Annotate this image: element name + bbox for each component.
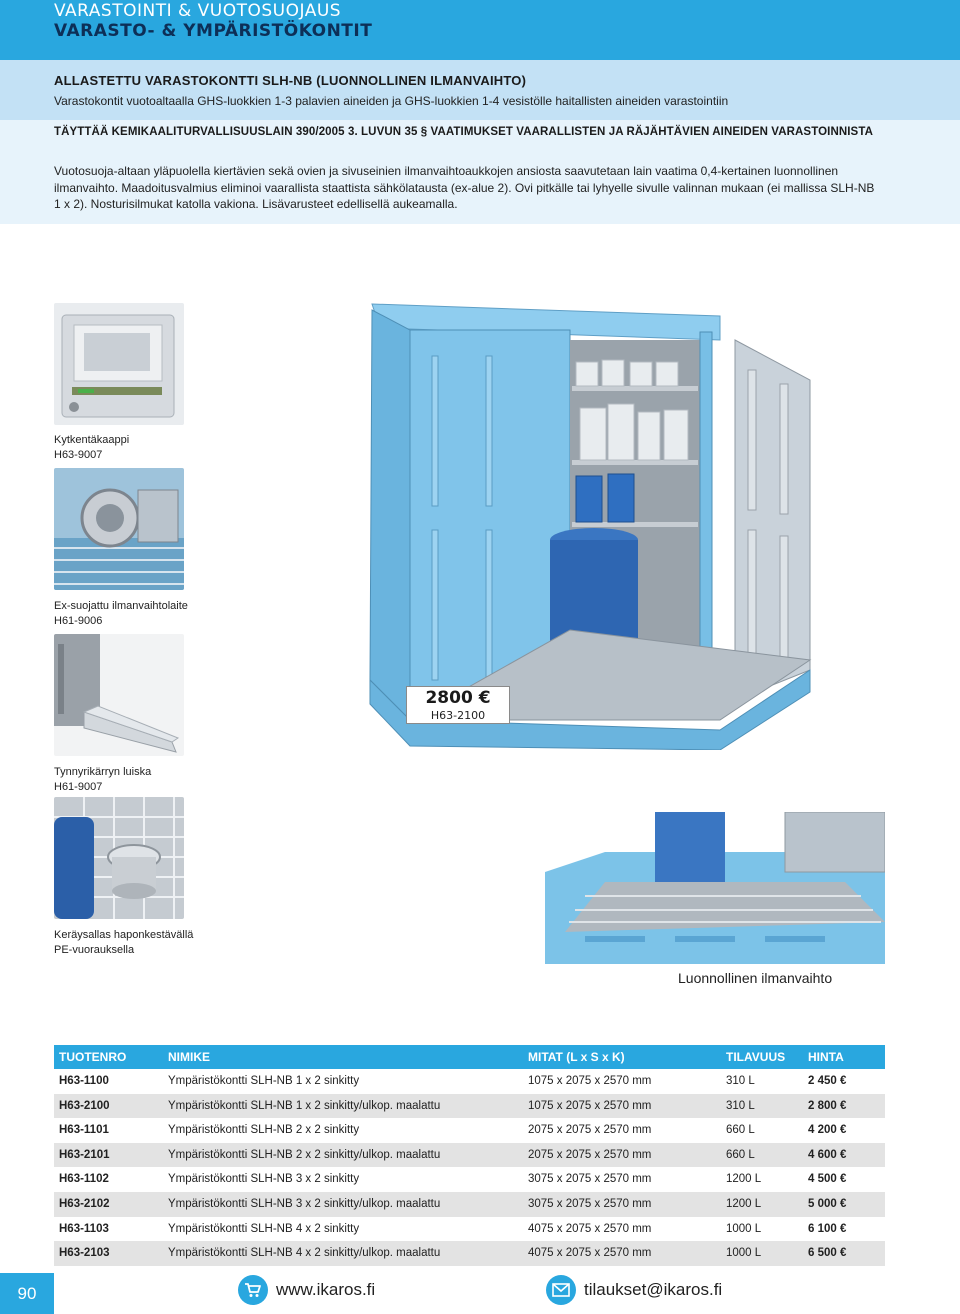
header-price: HINTA	[808, 1050, 844, 1064]
website-link[interactable]	[238, 1275, 375, 1305]
header-code: TUOTENRO	[59, 1050, 127, 1064]
price-table	[54, 1045, 885, 1266]
table-row: H63-2100 Ympäristökontti SLH-NB 1 x 2 sinkitty/ulkop. maalattu 1075 x 2075 x 2570 mm 310 L 2 800 €	[54, 1094, 885, 1119]
section-subtitle: VARASTO- & YMPÄRISTÖKONTIT	[54, 21, 373, 41]
website-text[interactable]: www.ikaros.fi	[276, 1280, 376, 1299]
table-row: H63-2102 Ympäristökontti SLH-NB 3 x 2 sinkitty/ulkop. maalattu 3075 x 2075 x 2570 mm 1200 L 5 000 €	[54, 1192, 885, 1217]
accessory-caption: Keräysallas haponkestävällä PE-vuorauksella	[54, 929, 194, 956]
page-header	[0, 0, 960, 60]
table-row: H63-1102 Ympäristökontti SLH-NB 3 x 2 sinkitty 3075 x 2075 x 2570 mm 1200 L 4 500 €	[59, 1173, 847, 1186]
page-number: 90	[0, 1273, 54, 1314]
email-link[interactable]	[546, 1275, 722, 1305]
accessory-image-ventilator	[54, 468, 184, 590]
table-row: H63-2101 Ympäristökontti SLH-NB 2 x 2 sinkitty/ulkop. maalattu 2075 x 2075 x 2570 mm 660 L 4 600 €	[54, 1143, 885, 1168]
accessory-caption: Ex-suojattu ilmanvaihtolaite H61-9006	[54, 600, 188, 627]
table-row: H63-1103 Ympäristökontti SLH-NB 4 x 2 sinkitty 4075 x 2075 x 2570 mm 1000 L 6 100 €	[59, 1222, 847, 1235]
accessory-image-ramp	[54, 634, 184, 756]
price-value: 2800 €	[425, 688, 491, 708]
mail-icon	[546, 1275, 576, 1305]
table-header	[54, 1045, 885, 1069]
table-row: H63-1101 Ympäristökontti SLH-NB 2 x 2 sinkitty 2075 x 2075 x 2570 mm 660 L 4 200 €	[59, 1124, 847, 1137]
accessory-caption: Kytkentäkaappi H63-9007	[54, 434, 130, 461]
ventilation-detail-image	[545, 812, 885, 964]
intro-panel	[0, 60, 960, 224]
regulation-note: TÄYTTÄÄ KEMIKAALITURVALLISUUSLAIN 390/2005 3. LUVUN 35 § VAATIMUKSET VAARALLISTEN JA RÄJÄHTÄVIEN AINEIDEN VARASTOINNISTA	[54, 126, 874, 138]
shopping-cart-icon	[238, 1275, 268, 1305]
accessory-image-sump	[54, 797, 184, 919]
accessory-image-switch-cabinet	[54, 303, 184, 425]
email-text[interactable]: tilaukset@ikaros.fi	[584, 1280, 723, 1299]
section-title: VARASTOINTI & VUOTOSUOJAUS	[54, 1, 342, 21]
header-volume: TILAVUUS	[726, 1050, 786, 1064]
product-description: Vuotosuoja-altaan yläpuolella kiertävien sekä ovien ja sivuseinien ilmanvaihtoaukkojen ansiosta saavutetaan lain vaatima 0,4-kertainen luonnollinen ilmanvaihto. Maadoitusvalmius eliminoi vaarallista staattista sähkölatausta (ex-alue 2). Ovi pitkälle tai lyhyelle sivulle valinnan mukaan (ei mallissa SLH-NB 1 x 2). Nosturisilmukat katolla vakiona. Lisävarusteet edellisellä aukeamalla.	[54, 164, 875, 211]
price-code: H63-2100	[430, 709, 486, 722]
header-name: NIMIKE	[168, 1050, 210, 1064]
intro-band	[0, 60, 960, 120]
accessory-caption: Tynnyrikärryn luiska H61-9007	[54, 766, 152, 793]
table-row: H63-1100 Ympäristökontti SLH-NB 1 x 2 sinkitty 1075 x 2075 x 2570 mm 310 L 2 450 €	[59, 1075, 847, 1087]
header-dims: MITAT (L x S x K)	[528, 1050, 625, 1064]
container-image	[340, 300, 885, 750]
detail-caption: Luonnollinen ilmanvaihto	[678, 970, 833, 986]
price-tag	[406, 686, 510, 724]
product-title: ALLASTETTU VARASTOKONTTI SLH-NB (LUONNOLLINEN ILMANVAIHTO)	[54, 73, 527, 88]
table-row: H63-2103 Ympäristökontti SLH-NB 4 x 2 sinkitty/ulkop. maalattu 4075 x 2075 x 2570 mm 1000 L 6 500 €	[54, 1241, 885, 1266]
product-subtitle: Varastokontit vuotoaltaalla GHS-luokkien 1-3 palavien aineiden ja GHS-luokkien 1-4 vesistölle haitallisten aineiden varastointiin	[54, 94, 729, 108]
